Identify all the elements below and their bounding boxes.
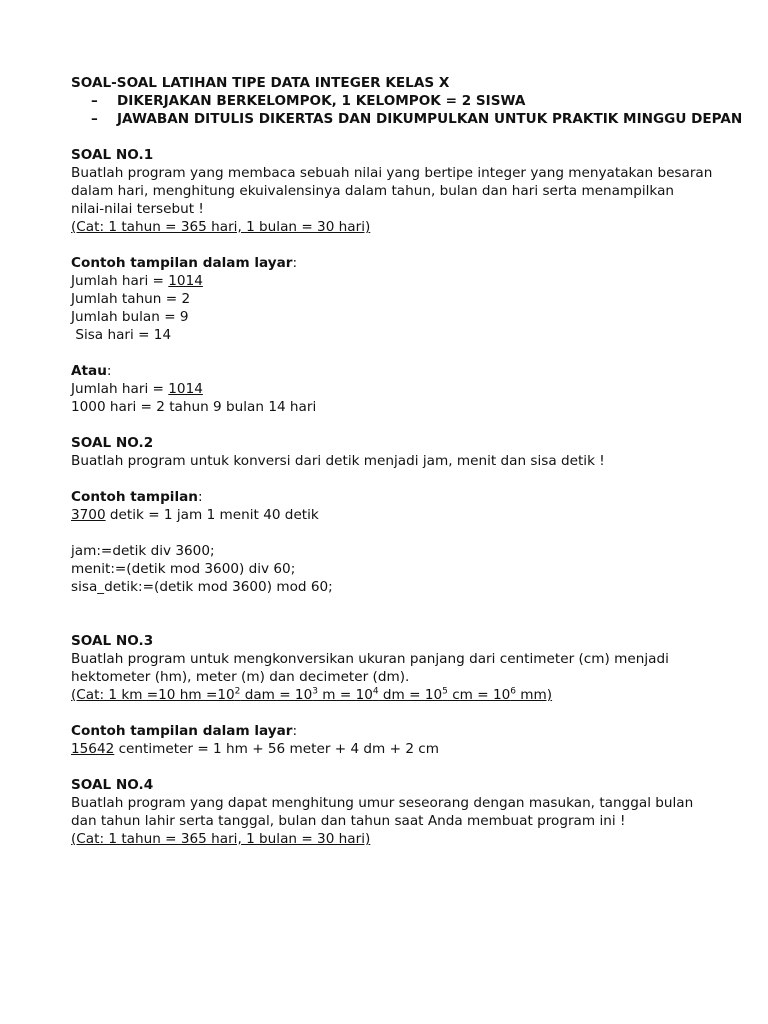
example-line <box>71 740 711 758</box>
example-colon: : <box>292 255 298 271</box>
bullet-marker: – <box>91 111 98 127</box>
soal-1-note: (Cat: 1 tahun = 365 hari, 1 bulan = 30 hari) <box>71 219 371 235</box>
example-line: 1000 hari = 2 tahun 9 bulan 14 hari <box>71 399 317 415</box>
instruction-item <box>71 110 743 128</box>
example-line <box>71 272 711 290</box>
example-value: 1014 <box>168 273 203 289</box>
note-exponent: 2 <box>234 686 241 697</box>
soal-3-heading: SOAL NO.3 <box>71 633 154 649</box>
soal-1-text: Buatlah program yang membaca sebuah nilai yang bertipe integer yang menyatakan besaran <box>71 165 713 181</box>
instruction-text: JAWABAN DITULIS DIKERTAS DAN DIKUMPULKAN UNTUK PRAKTIK MINGGU DEPAN <box>117 111 743 127</box>
example-label: Contoh tampilan dalam layar <box>71 255 293 271</box>
example-line: Sisa hari = 14 <box>71 327 172 343</box>
soal-4-note: (Cat: 1 tahun = 365 hari, 1 bulan = 30 hari) <box>71 831 371 847</box>
alt-label: Atau <box>71 363 107 379</box>
soal-4-text: Buatlah program yang dapat menghitung umur seseorang dengan masukan, tanggal bulan <box>71 795 694 811</box>
soal-3-example-heading <box>71 722 711 740</box>
document-page <box>71 74 743 848</box>
example-text: Jumlah hari = <box>71 381 169 397</box>
example-value: 1014 <box>168 381 203 397</box>
soal-2-heading: SOAL NO.2 <box>71 435 154 451</box>
example-text: detik = 1 jam 1 menit 40 detik <box>105 507 319 523</box>
example-value: 15642 <box>71 741 115 757</box>
example-label: Contoh tampilan dalam layar <box>71 723 293 739</box>
note-text: m = 10 <box>317 687 373 703</box>
note-exponent: 5 <box>442 686 448 697</box>
example-value: 3700 <box>71 507 106 523</box>
example-line <box>71 506 711 524</box>
example-line <box>71 380 711 398</box>
soal-1-heading: SOAL NO.1 <box>71 147 154 163</box>
note-exponent: 6 <box>510 686 516 697</box>
soal-2-text: Buatlah program untuk konversi dari detik menjadi jam, menit dan sisa detik ! <box>71 453 605 469</box>
note-text: mm) <box>515 687 553 703</box>
example-colon: : <box>292 723 298 739</box>
alt-colon: : <box>106 363 112 379</box>
soal-1-text: dalam hari, menghitung ekuivalensinya dalam tahun, bulan dan hari serta menampilkan <box>71 183 675 199</box>
code-line: menit:=(detik mod 3600) div 60; <box>71 561 296 577</box>
soal-4-text: dan tahun lahir serta tanggal, bulan dan tahun saat Anda membuat program ini ! <box>71 813 626 829</box>
note-text: dam = 10 <box>240 687 313 703</box>
note-text: dm = 10 <box>378 687 443 703</box>
example-line: Jumlah tahun = 2 <box>71 291 191 307</box>
example-colon: : <box>197 489 203 505</box>
code-line: jam:=detik div 3600; <box>71 543 215 559</box>
example-text: centimeter = 1 hm + 56 meter + 4 dm + 2 cm <box>114 741 440 757</box>
soal-1-text: nilai-nilai tersebut ! <box>71 201 204 217</box>
bullet-marker: – <box>91 93 98 109</box>
soal-1-alt-heading <box>71 362 711 380</box>
note-text: (Cat: 1 km =10 hm =10 <box>71 687 235 703</box>
soal-3-text: Buatlah program untuk mengkonversikan ukuran panjang dari centimeter (cm) menjadi <box>71 651 669 667</box>
soal-2-example-heading <box>71 488 711 506</box>
code-line: sisa_detik:=(detik mod 3600) mod 60; <box>71 579 333 595</box>
note-exponent: 4 <box>372 686 379 697</box>
soal-3-text: hektometer (hm), meter (m) dan decimeter (dm). <box>71 669 410 685</box>
instruction-text: DIKERJAKAN BERKELOMPOK, 1 KELOMPOK = 2 SISWA <box>117 93 526 109</box>
example-text: Jumlah hari = <box>71 273 169 289</box>
soal-3-note <box>71 686 711 704</box>
note-exponent: 3 <box>312 686 318 697</box>
note-text: cm = 10 <box>447 687 511 703</box>
example-label: Contoh tampilan <box>71 489 198 505</box>
instruction-item <box>71 92 711 110</box>
soal-4-heading: SOAL NO.4 <box>71 777 154 793</box>
example-line: Jumlah bulan = 9 <box>71 309 189 325</box>
document-title: SOAL-SOAL LATIHAN TIPE DATA INTEGER KELAS X <box>71 75 450 91</box>
soal-1-example-heading <box>71 254 711 272</box>
